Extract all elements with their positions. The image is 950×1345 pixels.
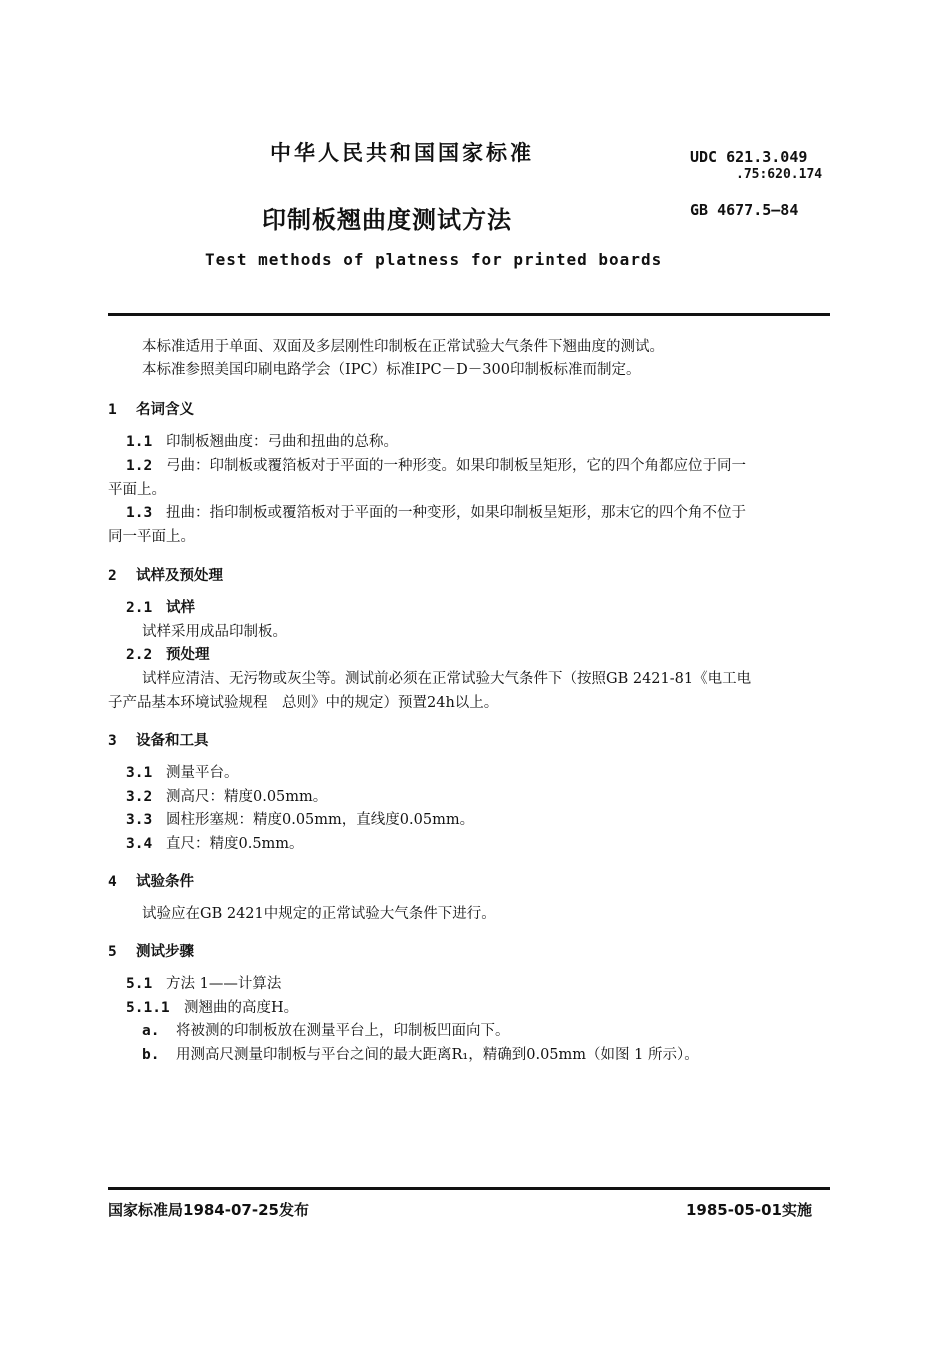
item-1-3-text: 扭曲：指印制板或覆箔板对于平面的一种变形，如果印制板呈矩形，那末它的四个角不位于 (166, 505, 746, 521)
section-5-title: 测试步骤 (136, 944, 194, 960)
section-4-heading (108, 870, 194, 891)
item-5-1-text: 方法 1——计算法 (166, 976, 282, 992)
item-1-1-number: 1.1 (126, 434, 153, 450)
step-a-text: 将被测的印制板放在测量平台上，印制板凹面向下。 (176, 1023, 510, 1039)
section-1-title: 名词含义 (136, 402, 194, 418)
step-b-text: 用测高尺测量印制板与平台之间的最大距离R₁，精确到0.05mm（如图 1 所示）。 (176, 1047, 699, 1063)
section-2-heading (108, 564, 223, 585)
document-title-cn: 印制板翘曲度测试方法 (262, 206, 512, 234)
item-3-4-number: 3.4 (126, 836, 153, 852)
item-3-1-text: 测量平台。 (166, 765, 239, 781)
section-5-heading (108, 940, 194, 961)
section-2-number: 2 (108, 568, 117, 584)
section-4-text: 试验应在GB 2421中规定的正常试验大气条件下进行。 (142, 906, 496, 922)
intro-line-1: 本标准适用于单面、双面及多层刚性印制板在正常试验大气条件下翘曲度的测试。 (142, 339, 664, 355)
step-b-label: b. (142, 1047, 160, 1063)
step-a (142, 1020, 510, 1042)
item-3-2-text: 测高尺：精度0.05mm。 (166, 789, 328, 805)
item-5-1 (126, 973, 281, 995)
udc-code-line1: UDC 621.3.049 (690, 148, 808, 166)
item-1-3-number: 1.3 (126, 505, 153, 521)
effective-date: 1985-05-01实施 (686, 1201, 812, 1219)
item-3-1-number: 3.1 (126, 765, 153, 781)
item-2-1 (126, 597, 195, 619)
intro-line-2: 本标准参照美国印刷电路学会（IPC）标准IPC－D－300印制板标准而制定。 (142, 362, 641, 378)
item-5-1-1-number: 5.1.1 (126, 1000, 170, 1016)
gb-number: GB 4677.5—84 (690, 201, 799, 219)
item-3-3-number: 3.3 (126, 812, 153, 828)
item-1-2-continuation: 平面上。 (108, 482, 166, 498)
item-1-2-number: 1.2 (126, 458, 153, 474)
item-2-1-title: 试样 (166, 599, 195, 616)
item-3-2 (126, 786, 327, 808)
item-1-3-continuation: 同一平面上。 (108, 529, 195, 545)
item-3-4 (126, 833, 304, 855)
item-2-2 (126, 644, 210, 666)
standard-type: 中华人民共和国国家标准 (270, 141, 534, 165)
udc-code-line2: .75:620.174 (736, 167, 823, 182)
item-3-3-text: 圆柱形塞规：精度0.05mm，直线度0.05mm。 (166, 812, 475, 828)
item-3-3 (126, 809, 474, 831)
item-1-1 (126, 431, 398, 453)
section-3-number: 3 (108, 733, 117, 749)
item-1-2-text: 弓曲：印制板或覆箔板对于平面的一种形变。如果印制板呈矩形，它的四个角都应位于同一 (166, 458, 746, 474)
item-5-1-1 (126, 997, 298, 1019)
section-3-heading (108, 729, 209, 750)
step-a-label: a. (142, 1023, 160, 1039)
item-2-2-text: 试样应清洁、无污物或灰尘等。测试前必须在正常试验大气条件下（按照GB 2421-81《电工电 (142, 671, 752, 687)
issue-date: 国家标准局1984-07-25发布 (108, 1201, 309, 1219)
section-4-number: 4 (108, 874, 117, 890)
item-2-2-continuation: 子产品基本环境试验规程 总则》中的规定）预置24h以上。 (108, 695, 499, 711)
section-1-heading (108, 398, 194, 419)
item-1-1-text: 印制板翘曲度：弓曲和扭曲的总称。 (166, 434, 398, 450)
section-5-number: 5 (108, 944, 117, 960)
item-2-2-number: 2.2 (126, 647, 153, 663)
item-5-1-1-text: 测翘曲的高度H。 (184, 1000, 299, 1016)
top-divider (108, 313, 830, 316)
document-title-en: Test methods of platness for printed boards (205, 250, 663, 269)
section-1-number: 1 (108, 402, 117, 418)
item-1-3 (126, 502, 746, 524)
item-2-1-text: 试样采用成品印制板。 (142, 624, 287, 640)
section-3-title: 设备和工具 (136, 733, 209, 749)
item-2-2-title: 预处理 (166, 646, 210, 663)
step-b (142, 1044, 699, 1066)
item-2-1-number: 2.1 (126, 600, 153, 616)
item-3-4-text: 直尺：精度0.5mm。 (166, 836, 304, 852)
bottom-divider (108, 1187, 830, 1190)
section-4-title: 试验条件 (136, 874, 194, 890)
item-3-2-number: 3.2 (126, 789, 153, 805)
item-1-2 (126, 455, 746, 477)
item-3-1 (126, 762, 239, 784)
item-5-1-number: 5.1 (126, 976, 153, 992)
section-2-title: 试样及预处理 (136, 568, 223, 584)
